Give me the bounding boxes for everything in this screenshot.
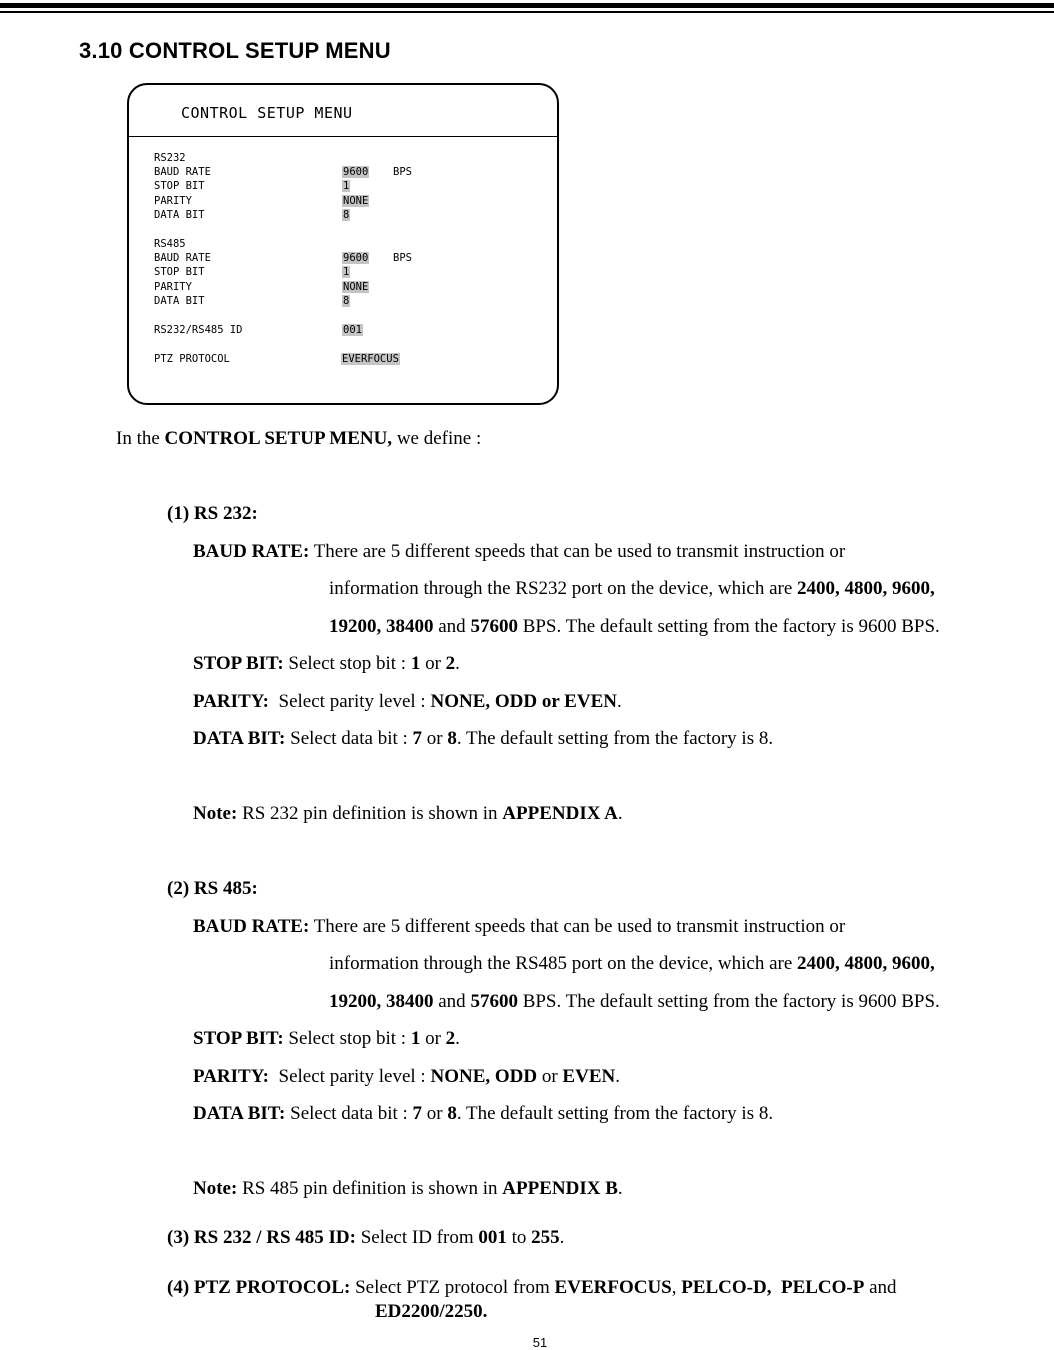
osd-separator: [129, 136, 557, 137]
id-item-label: (3) RS 232 / RS 485 ID:: [167, 1227, 356, 1248]
control-setup-osd-screenshot: [127, 83, 559, 405]
rs232-data-default: . The default setting from the factory is 8.: [456, 728, 774, 749]
rs232-baud-line2: [329, 578, 935, 600]
rs232-baud-speeds2: 19200, 38400: [329, 616, 434, 637]
ptz-item-comma: ,: [671, 1277, 682, 1298]
rs485-parity-line: [193, 1066, 620, 1088]
rs232-data-text: Select data bit :: [285, 728, 413, 749]
rs485-parity-even: EVEN: [562, 1066, 616, 1087]
id-item-period: .: [559, 1227, 565, 1248]
section-title: 3.10 CONTROL SETUP MENU: [79, 38, 391, 63]
rs485-and: and: [433, 991, 471, 1012]
rs485-stop-period: .: [455, 1028, 460, 1049]
osd-rs232-baud-unit: BPS: [393, 166, 412, 178]
rs232-parity-period: .: [616, 691, 622, 712]
rs485-baud-label: BAUD RATE:: [193, 916, 310, 937]
intro-menu-name: CONTROL SETUP MENU,: [164, 428, 393, 449]
rs485-baud-line1: [193, 916, 845, 938]
osd-rs232-parity-label: PARITY: [154, 195, 192, 207]
rs232-baud-text: There are 5 different speeds that can be used to transmit instruction or: [309, 541, 846, 562]
rs232-parity-text: Select parity level :: [269, 691, 431, 712]
rs232-data-or: or: [422, 728, 448, 749]
osd-rs485-stop-value: 1: [343, 266, 350, 278]
rs485-note-label: Note:: [193, 1178, 238, 1199]
rs485-stop-label: STOP BIT:: [193, 1028, 284, 1049]
osd-rs485-stop-label: STOP BIT: [154, 266, 205, 278]
rs232-stop-1: 1: [410, 653, 421, 674]
rs232-note-period: .: [617, 803, 623, 824]
rs232-baud-label: BAUD RATE:: [193, 541, 310, 562]
rs232-stop-line: [193, 653, 460, 675]
rs485-parity-options: NONE, ODD: [430, 1066, 538, 1087]
rs485-stop-or: or: [420, 1028, 446, 1049]
osd-rs485-data-label: DATA BIT: [154, 295, 205, 307]
osd-rs232-baud-label: BAUD RATE: [154, 166, 211, 178]
rs232-parity-options: NONE, ODD or EVEN: [430, 691, 617, 712]
osd-rs485-baud-value: 9600: [343, 252, 369, 264]
top-rule-thin: [0, 11, 1054, 13]
ptz-item-line1: [167, 1277, 897, 1299]
osd-rs485-baud-label: BAUD RATE: [154, 252, 211, 264]
page-number: 51: [532, 1335, 548, 1350]
top-rule-thick: [0, 3, 1054, 8]
ptz-item-line2: ED2200/2250.: [375, 1301, 488, 1322]
osd-rs232-data-value: 8: [343, 209, 350, 221]
rs485-heading: (2) RS 485:: [167, 878, 258, 899]
rs485-baud-default: BPS. The default setting from the factory is 9600 BPS.: [517, 991, 940, 1012]
osd-title: CONTROL SETUP MENU: [181, 104, 353, 122]
osd-rs232-parity-value: NONE: [343, 195, 369, 207]
rs485-note-period: .: [617, 1178, 623, 1199]
rs232-note-text: RS 232 pin definition is shown in: [237, 803, 503, 824]
rs232-baud-speed-max: 57600: [470, 616, 518, 637]
rs485-data-8: 8: [447, 1103, 457, 1124]
osd-rs485-header: RS485: [154, 238, 186, 250]
osd-ptz-value: EVERFOCUS: [342, 353, 399, 365]
ptz-item-label: (4) PTZ PROTOCOL:: [167, 1277, 351, 1298]
osd-ptz-label: PTZ PROTOCOL: [154, 353, 230, 365]
ptz-item-text: Select PTZ protocol from: [350, 1277, 555, 1298]
rs232-baud-speeds: 2400, 4800, 9600,: [797, 578, 935, 599]
osd-rs485-parity-value: NONE: [343, 281, 369, 293]
rs485-baud-speeds: 2400, 4800, 9600,: [797, 953, 935, 974]
osd-rs232-stop-value: 1: [343, 180, 350, 192]
rs232-stop-period: .: [455, 653, 460, 674]
rs485-parity-label: PARITY:: [193, 1066, 270, 1087]
intro-text: In the: [116, 428, 165, 449]
rs232-data-line: [193, 728, 773, 750]
rs485-baud-text: There are 5 different speeds that can be used to transmit instruction or: [309, 916, 846, 937]
rs232-data-label: DATA BIT:: [193, 728, 286, 749]
rs232-note-label: Note:: [193, 803, 238, 824]
rs485-note-line: [193, 1178, 623, 1200]
rs485-stop-text: Select stop bit :: [283, 1028, 411, 1049]
rs485-stop-1: 1: [410, 1028, 421, 1049]
rs485-parity-period: .: [615, 1066, 620, 1087]
id-item-text: Select ID from: [355, 1227, 479, 1248]
rs232-heading: (1) RS 232:: [167, 503, 258, 524]
rs485-data-label: DATA BIT:: [193, 1103, 286, 1124]
osd-rs485-parity-label: PARITY: [154, 281, 192, 293]
rs232-stop-2: 2: [445, 653, 456, 674]
rs232-baud-line1: [193, 541, 845, 563]
ptz-item-and: and: [864, 1277, 897, 1298]
rs485-data-line: [193, 1103, 773, 1125]
rs485-baud-speed-max: 57600: [470, 991, 518, 1012]
osd-rs232-stop-label: STOP BIT: [154, 180, 205, 192]
rs232-note-line: [193, 803, 623, 825]
rs485-note-text: RS 485 pin definition is shown in: [237, 1178, 503, 1199]
rs232-parity-line: [193, 691, 622, 713]
rs485-note-appendix: APPENDIX B: [502, 1178, 618, 1199]
rs232-and: and: [433, 616, 471, 637]
rs485-baud-speeds2: 19200, 38400: [329, 991, 434, 1012]
id-item-line: [167, 1227, 564, 1249]
rs485-stop-line: [193, 1028, 460, 1050]
osd-rs232-data-label: DATA BIT: [154, 209, 205, 221]
intro-paragraph: [116, 428, 481, 450]
rs232-stop-or: or: [420, 653, 446, 674]
rs485-data-or: or: [422, 1103, 448, 1124]
rs485-data-text: Select data bit :: [285, 1103, 413, 1124]
rs485-baud-text2: information through the RS485 port on the device, which are: [329, 953, 798, 974]
rs485-stop-2: 2: [445, 1028, 456, 1049]
rs232-parity-label: PARITY:: [193, 691, 270, 712]
osd-id-value: 001: [343, 324, 362, 336]
rs232-stop-label: STOP BIT:: [193, 653, 284, 674]
osd-rs232-header: RS232: [154, 152, 186, 164]
osd-rs485-baud-unit: BPS: [393, 252, 412, 264]
osd-rs232-baud-value: 9600: [343, 166, 369, 178]
rs485-data-default: . The default setting from the factory is 8.: [456, 1103, 774, 1124]
id-item-max: 255: [531, 1227, 560, 1248]
rs232-data-8: 8: [447, 728, 457, 749]
ptz-item-pelco: PELCO-D, PELCO-P: [681, 1277, 865, 1298]
osd-id-label: RS232/RS485 ID: [154, 324, 243, 336]
rs485-parity-text: Select parity level :: [269, 1066, 431, 1087]
rs485-baud-line3: [329, 991, 940, 1013]
rs232-note-appendix: APPENDIX A: [502, 803, 618, 824]
rs232-data-7: 7: [412, 728, 423, 749]
rs232-stop-text: Select stop bit :: [283, 653, 411, 674]
ptz-item-everfocus: EVERFOCUS: [554, 1277, 672, 1298]
osd-rs485-data-value: 8: [343, 295, 350, 307]
id-item-min: 001: [478, 1227, 507, 1248]
intro-text-end: we define :: [392, 428, 482, 449]
rs485-data-7: 7: [412, 1103, 423, 1124]
rs485-baud-line2: [329, 953, 935, 975]
rs232-baud-default: BPS. The default setting from the factory is 9600 BPS.: [517, 616, 940, 637]
rs485-parity-or: or: [537, 1066, 563, 1087]
id-item-to: to: [506, 1227, 532, 1248]
rs232-baud-text2: information through the RS232 port on the device, which are: [329, 578, 798, 599]
rs232-baud-line3: [329, 616, 940, 638]
